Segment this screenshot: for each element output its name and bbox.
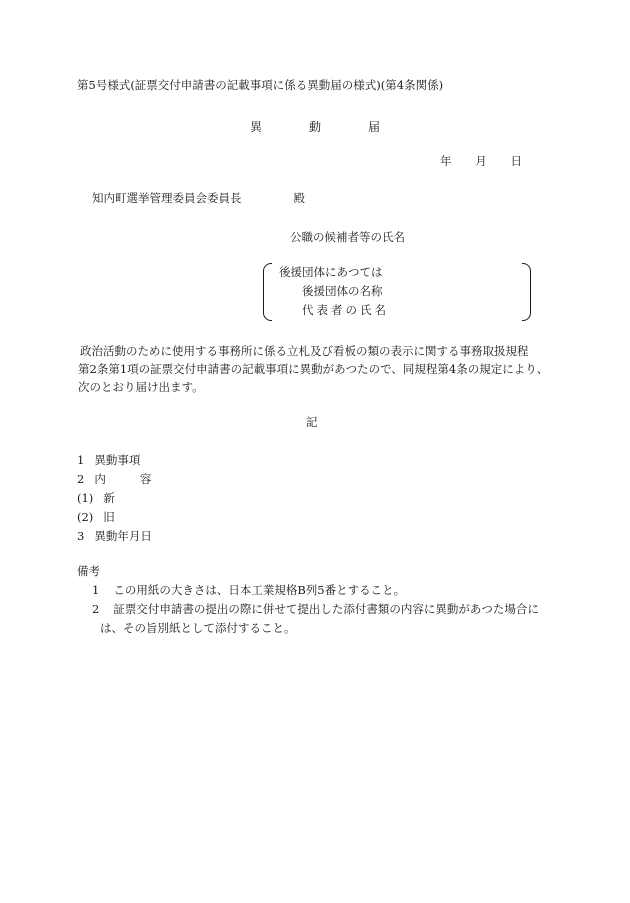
support-group-name-label: 後援団体の名称 xyxy=(302,284,383,298)
body-paragraph xyxy=(80,342,560,396)
item-number: 1 xyxy=(77,453,85,467)
remarks-heading: 備考 xyxy=(77,564,100,578)
document-title-char: 動 xyxy=(308,120,321,134)
support-group-block xyxy=(263,263,531,321)
remark-continuation: は、その旨別紙として添付すること。 xyxy=(100,621,296,635)
date-line xyxy=(440,156,522,168)
ki-heading: 記 xyxy=(306,415,318,429)
body-line: 第2条第1項の証票交付申請書の記載事項に異動があつたので、同規程第4条の規定により、 xyxy=(78,362,549,376)
remark-number: 2 xyxy=(92,602,100,616)
subitem-number: (1) xyxy=(77,491,94,505)
item-number: 2 xyxy=(77,472,85,486)
addressee-honorific: 殿 xyxy=(293,191,305,205)
remarks-list xyxy=(92,585,539,642)
date-day-label: 日 xyxy=(510,154,522,168)
remark-text: この用紙の大きさは、日本工業規格B列5番とすること。 xyxy=(113,583,406,597)
item-list xyxy=(77,455,152,550)
item-label: 異動年月日 xyxy=(94,529,152,543)
subitem-label: 旧 xyxy=(103,510,115,524)
addressee xyxy=(92,193,305,205)
body-line: 次のとおり届け出ます。 xyxy=(78,380,204,394)
form-title: 第5号様式(証票交付申請書の記載事項に係る異動届の様式)(第4条関係) xyxy=(77,78,444,92)
addressee-name: 知内町選挙管理委員会委員長 xyxy=(92,191,242,205)
item-number: 3 xyxy=(77,529,85,543)
item-label: 異動事項 xyxy=(94,453,141,467)
left-bracket xyxy=(263,263,272,321)
right-bracket xyxy=(522,263,531,321)
item-label: 内 xyxy=(94,472,106,486)
subitem-label: 新 xyxy=(103,491,115,505)
body-line: 政治活動のために使用する事務所に係る立札及び看板の類の表示に関する事務取扱規程 xyxy=(80,344,529,358)
document-title-char: 届 xyxy=(367,120,380,134)
representative-name-label: 代表者の氏名 xyxy=(302,303,389,317)
candidate-name-label: 公職の候補者等の氏名 xyxy=(290,230,405,244)
remark-number: 1 xyxy=(92,583,100,597)
document-title-char: 異 xyxy=(250,120,263,134)
list-item xyxy=(77,531,152,550)
document-title xyxy=(250,121,380,133)
date-year-label: 年 xyxy=(440,154,452,168)
subitem-number: (2) xyxy=(77,510,94,524)
remark-text: 証票交付申請書の提出の際に併せて提出した添付書類の内容に異動があつた場合に xyxy=(113,602,539,616)
support-group-note: 後援団体にあつては xyxy=(279,265,383,279)
date-month-label: 月 xyxy=(475,154,487,168)
item-label: 容 xyxy=(139,472,152,486)
